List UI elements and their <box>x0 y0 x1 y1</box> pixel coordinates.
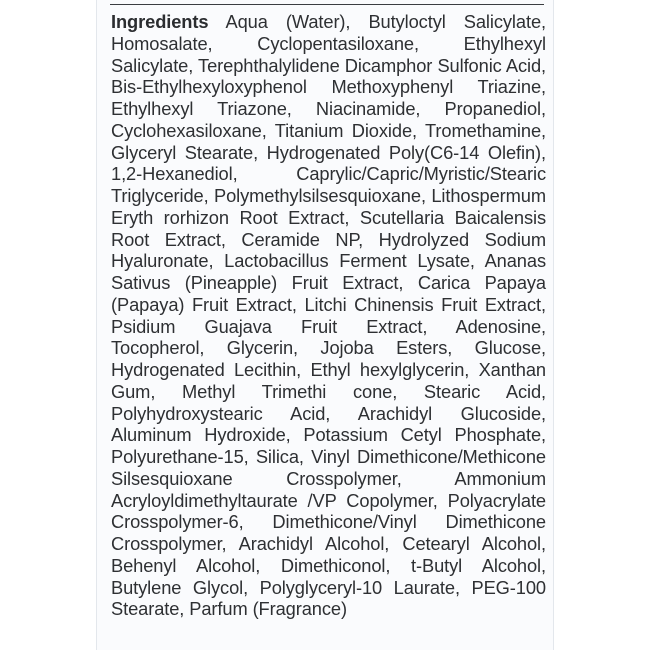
ingredients-heading: Ingredients <box>111 11 209 32</box>
top-rule-divider <box>110 4 544 5</box>
ingredients-list: Aqua (Water), Butyloctyl Salicylate, Homosalate, Cyclopentasiloxane, Ethylhexyl Salicylate, Terephthalylidene Dicamphor Sulfonic Acid, Bis-Ethylhexyloxyphenol Methoxyphenyl Triazine, Ethylhexyl Triazone, Niacinamide, Propanediol, Cyclohexasiloxane, Titanium Dioxide, Tromethamine, Glyceryl Stearate, Hydrogenated Poly(C6-14 Olefin), 1,2-Hexanediol, Caprylic/Capric/Myristic/Stearic Triglyceride, Polymethylsilsesquioxane, Lithospermum Eryth rorhizon Root Extract, Scutellaria Baicalensis Root Extract, Ceramide NP, Hydrolyzed Sodium Hyaluronate, Lactobacillus Ferment Lysate, Ananas Sativus (Pineapple) Fruit Extract, Carica Papaya (Papaya) Fruit Extract, Litchi Chinensis Fruit Extract, Psidium Guajava Fruit Extract, Adenosine, Tocopherol, Glycerin, Jojoba Esters, Glucose, Hydrogenated Lecithin, Ethyl hexylglycerin, Xanthan Gum, Methyl Trimethi cone, Stearic Acid, Polyhydroxystearic Acid, Arachidyl Glucoside, Aluminum Hydroxide, Potassium Cetyl Phosphate, Polyurethane-15, Silica, Vinyl Dimethicone/Methicone Silsesquioxane Crosspolymer, Ammonium Acryloyldimethyltaurate /VP Copolymer, Polyacrylate Crosspolymer-6, Dimethicone/Vinyl Dimethicone Crosspolymer, Arachidyl Alcohol, Cetearyl Alcohol, Behenyl Alcohol, Dimethiconol, t-Butyl Alcohol, Butylene Glycol, Polyglyceryl-10 Laurate, PEG-100 Stearate, Parfum (Fragrance) <box>111 11 546 620</box>
ingredients-paragraph <box>111 11 546 620</box>
